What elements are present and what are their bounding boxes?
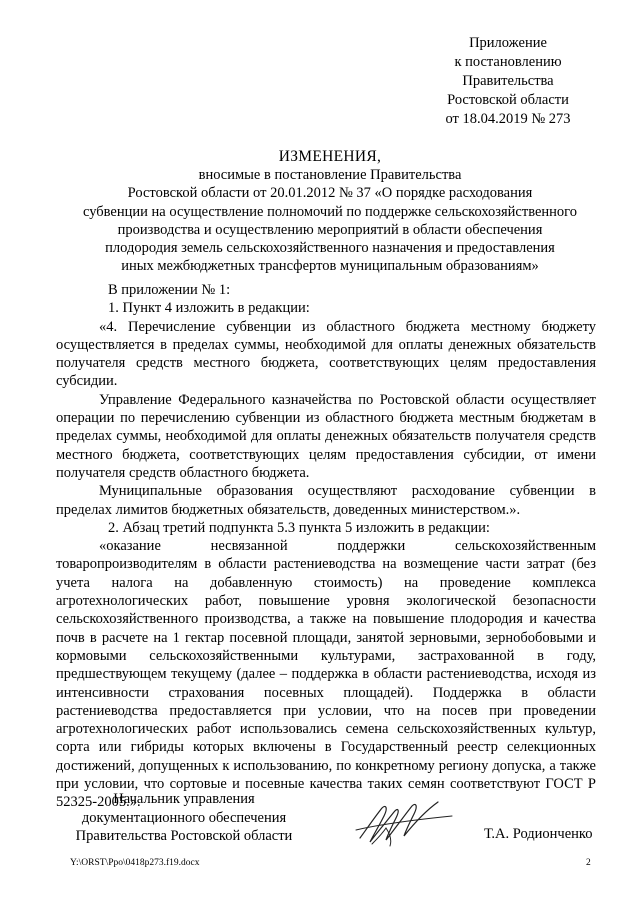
appendix-line: от 18.04.2019 № 273 <box>445 111 571 127</box>
signatory-line: Начальник управления <box>113 791 255 807</box>
title-line: субвенции на осуществление полномочий по поддержке сельскохозяйственного <box>82 203 578 220</box>
title-line: вносимые в постановление Правительства <box>198 167 462 184</box>
appendix-line: Правительства <box>462 73 554 89</box>
paragraph-1: «4. Перечисление субвенции из областного бюджета местному бюджету осуществляется в пределах суммы, необходимой для оплаты денежных обязательств получателя средств местного бюджета, соответствующих целям предоставления субсидии. <box>56 318 596 390</box>
signatory-line: Правительства Ростовской области <box>75 828 293 844</box>
title-line: производства и осуществлению мероприятий в области обеспечения <box>117 221 543 238</box>
item-1-heading: 1. Пункт 4 изложить в редакции: <box>108 300 310 317</box>
document-title <box>60 148 600 275</box>
handwritten-signature <box>352 794 462 850</box>
title-line: иных межбюджетных трансфертов муниципальным образованиям» <box>121 258 539 275</box>
item-2-heading: 2. Абзац третий подпункта 5.3 пункта 5 изложить в редакции: <box>108 519 490 536</box>
lead-line: В приложении № 1: <box>108 282 231 298</box>
signatory-line: документационного обеспечения <box>81 809 287 826</box>
page-number: 2 <box>586 858 591 868</box>
paragraph-3: Муниципальные образования осуществляют расходование субвенции в пределах лимитов бюджетных обязательств, доведенных министерством.». <box>56 483 596 518</box>
signatory-name: Т.А. Родионченко <box>484 826 593 842</box>
appendix-line: Приложение <box>469 35 547 51</box>
title-line: плодородия земель сельскохозяйственного назначения и предоставления <box>105 240 555 257</box>
paragraph-4: «оказание несвязанной поддержки сельскохозяйственным товаропроизводителям в области растениеводства на возмещение части затрат (без учета налога на добавленную стоимость) на проведение комплекса агротехнологических работ, повышение уровня экологической безопасности сельскохозяйственного производства, а также на повышение плодородия и качества почв в расчете на 1 гектар посевной площади, занятой зерновыми, зернобобовыми и кормовыми сельскохозяйственными культурами, застрахованной в году, предшествующем текущему (далее – поддержка в области растениеводства, исходя из интенсивности страхования посевных площадей). Поддержка в области растениеводства предоставляется при условии, что на посев при проведении агротехнологических работ использовались семена сельскохозяйственных культур, сорта или гибриды которых включены в Государственный реестр селекционных достижений, допущенных к использованию, по конкретному региону допуска, а также при условии, что сортовые и посевные качества таких семян соответствуют ГОСТ Р 52325-2005.». <box>56 538 596 811</box>
appendix-line: Ростовской области <box>447 92 569 108</box>
title-main: ИЗМЕНЕНИЯ, <box>278 148 382 165</box>
title-line: Ростовской области от 20.01.2012 № 37 «О порядке расходования <box>127 185 533 202</box>
paragraph-2: Управление Федерального казначейства по Ростовской области осуществляет операции по перечислению субвенции из областного бюджета местным бюджетам в пределах суммы, необходимой для оплаты денежных обязательств получателя средств местного бюджета, соответствующих целям предоставления субсидии, от имени получателя средств областного бюджета. <box>56 391 596 481</box>
document-body <box>56 281 596 812</box>
footer-file-path: Y:\ORST\Ppo\0418p273.f19.docx <box>70 858 200 868</box>
appendix-line: к постановлению <box>454 54 562 70</box>
signatory-title <box>66 790 302 846</box>
appendix-header <box>420 34 596 129</box>
